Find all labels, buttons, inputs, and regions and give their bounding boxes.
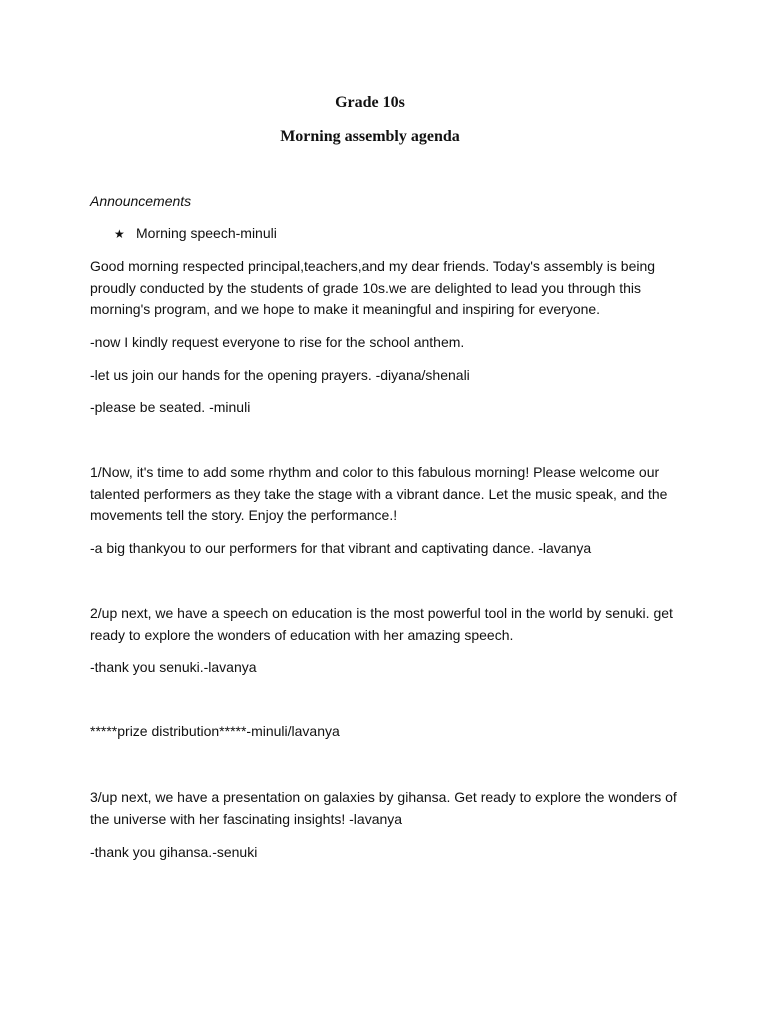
section-heading-announcements: Announcements xyxy=(90,193,192,209)
star-bullet-icon: ★ xyxy=(114,227,125,241)
welcome-paragraph: Good morning respected principal,teachers,and my dear friends. Today's assembly is being proudly conducted by the students of grade 10s.we are delighted to lead you through this morning's program, and we hope to make it meaningful and inspiring for everyone. xyxy=(90,258,656,317)
seated-line: -please be seated. -minuli xyxy=(90,399,251,415)
anthem-line: -now I kindly request everyone to rise for the school anthem. xyxy=(90,334,465,350)
dance-paragraph: 1/Now, it's time to add some rhythm and color to this fabulous morning! Please welcome our talented performers as they take the stage with a vibrant dance. Let the music speak, and the movements tell the story. Enjoy the performance.! xyxy=(90,464,668,523)
bullet-item: Morning speech-minuli xyxy=(136,225,277,241)
dance-thanks-line: -a big thankyou to our performers for that vibrant and captivating dance. -lavanya xyxy=(90,540,592,556)
presentation-thanks-line: -thank you gihansa.-senuki xyxy=(90,844,258,860)
prayers-line: -let us join our hands for the opening prayers. -diyana/shenali xyxy=(90,367,470,383)
document-subtitle: Morning assembly agenda xyxy=(280,128,460,145)
presentation-paragraph: 3/up next, we have a presentation on galaxies by gihansa. Get ready to explore the wonders of the universe with her fascinating insights! -lavanya xyxy=(90,789,677,827)
speech-thanks-line: -thank you senuki.-lavanya xyxy=(90,659,257,675)
speech-paragraph: 2/up next, we have a speech on education is the most powerful tool in the world by senuki. get ready to explore the wonders of education with her amazing speech. xyxy=(90,605,673,643)
document-title: Grade 10s xyxy=(335,94,405,111)
prize-distribution-line: *****prize distribution*****-minuli/lavanya xyxy=(90,723,340,739)
